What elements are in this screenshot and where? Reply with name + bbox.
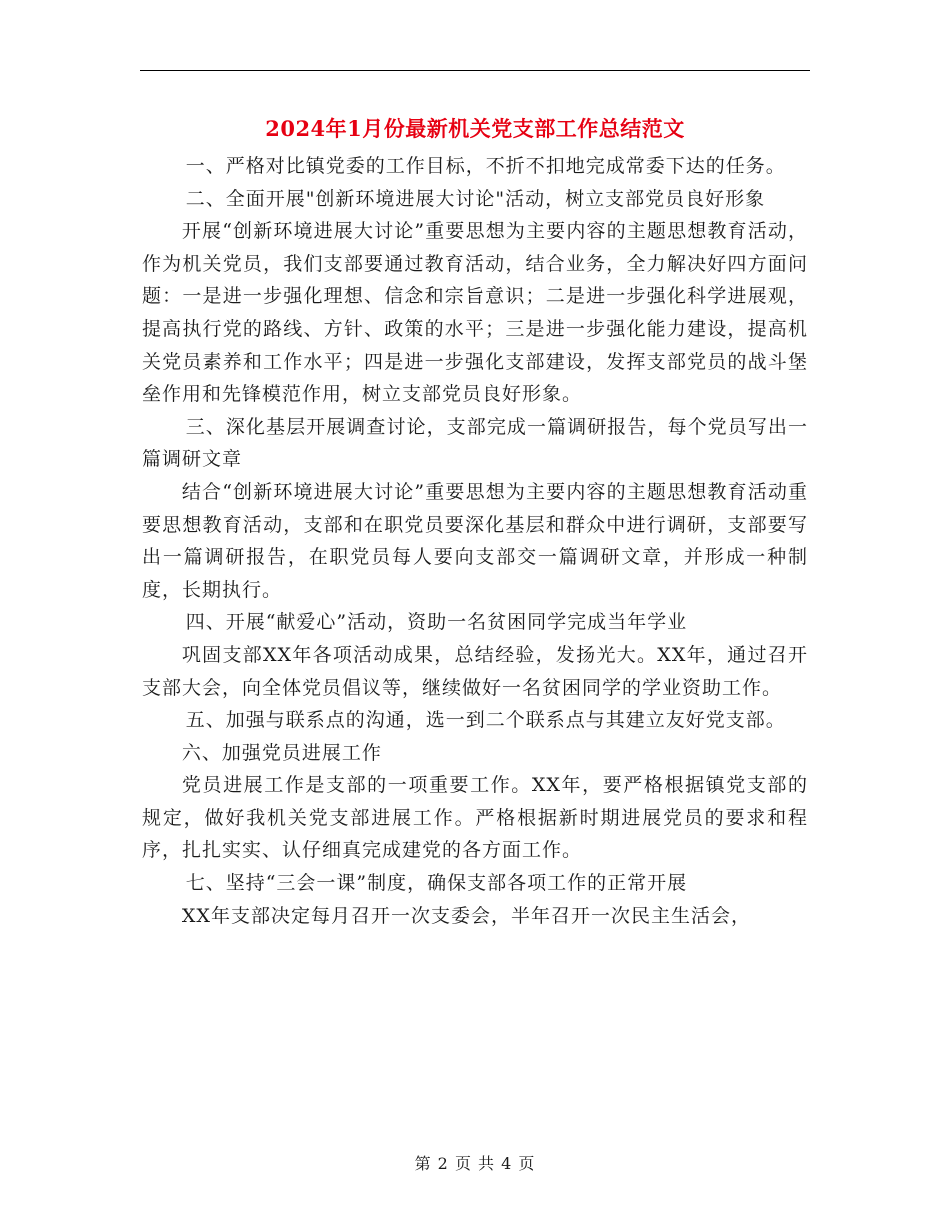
section-heading-6: 六、加强党员进展工作 <box>181 741 382 764</box>
document-title: 2024年1月份最新机关党支部工作总结范文 <box>265 116 685 141</box>
section-heading-1: 一、严格对比镇党委的工作目标，不折不扣地完成常委下达的任务。 <box>185 155 786 177</box>
body-paragraph-3: 结合“创新环境进展大讨论”重要思想为主要内容的主题思想教育活动重要思想教育活动，支部和在职党员要深化基层和群众中进行调研，支部要写出一篇调研报告，在职党员每人要向支部交一篇调研文章，并形成一种制度，长期执行。 <box>142 480 808 601</box>
section-heading-4: 四、开展“献爱心”活动，资助一名贫困同学完成当年学业 <box>185 611 688 634</box>
page-number: 第 2 页 共 4 页 <box>414 1154 536 1173</box>
section-heading-5: 五、加强与联系点的沟通，选一到二个联系点与其建立友好党支部。 <box>185 709 786 732</box>
document-body <box>142 150 808 932</box>
body-paragraph-6: 党员进展工作是支部的一项重要工作。XX年，要严格根据镇党支部的规定，做好我机关党支部进展工作。严格根据新时期进展党员的要求和程序，扎扎实实、认仔细真完成建党的各方面工作。 <box>142 774 808 862</box>
body-paragraph-2: 开展“创新环境进展大讨论”重要思想为主要内容的主题思想教育活动，作为机关党员，我们支部要通过教育活动，结合业务，全力解决好四方面问题：一是进一步强化理想、信念和宗旨意识；二是进一步强化科学进展观，提高执行党的路线、方针、政策的水平；三是进一步强化能力建设，提高机关党员素养和工作水平；四是进一步强化支部建设，发挥支部党员的战斗堡垒作用和先锋模范作用，树立支部党员良好形象。 <box>142 220 808 406</box>
body-paragraph-4: 巩固支部XX年各项活动成果，总结经验，发扬光大。XX年，通过召开支部大会，向全体党员倡议等，继续做好一名贫困同学的学业资助工作。 <box>142 643 808 699</box>
section-heading-7: 七、坚持“三会一课”制度，确保支部各项工作的正常开展 <box>185 872 688 895</box>
section-heading-3: 三、深化基层开展调查讨论，支部完成一篇调研报告，每个党员写出一篇调研文章 <box>142 415 808 471</box>
header-rule <box>140 70 810 71</box>
section-heading-2: 二、全面开展"创新环境进展大讨论"活动，树立支部党员良好形象 <box>185 187 766 210</box>
body-paragraph-7: XX年支部决定每月召开一次支委会，半年召开一次民主生活会， <box>181 904 751 927</box>
